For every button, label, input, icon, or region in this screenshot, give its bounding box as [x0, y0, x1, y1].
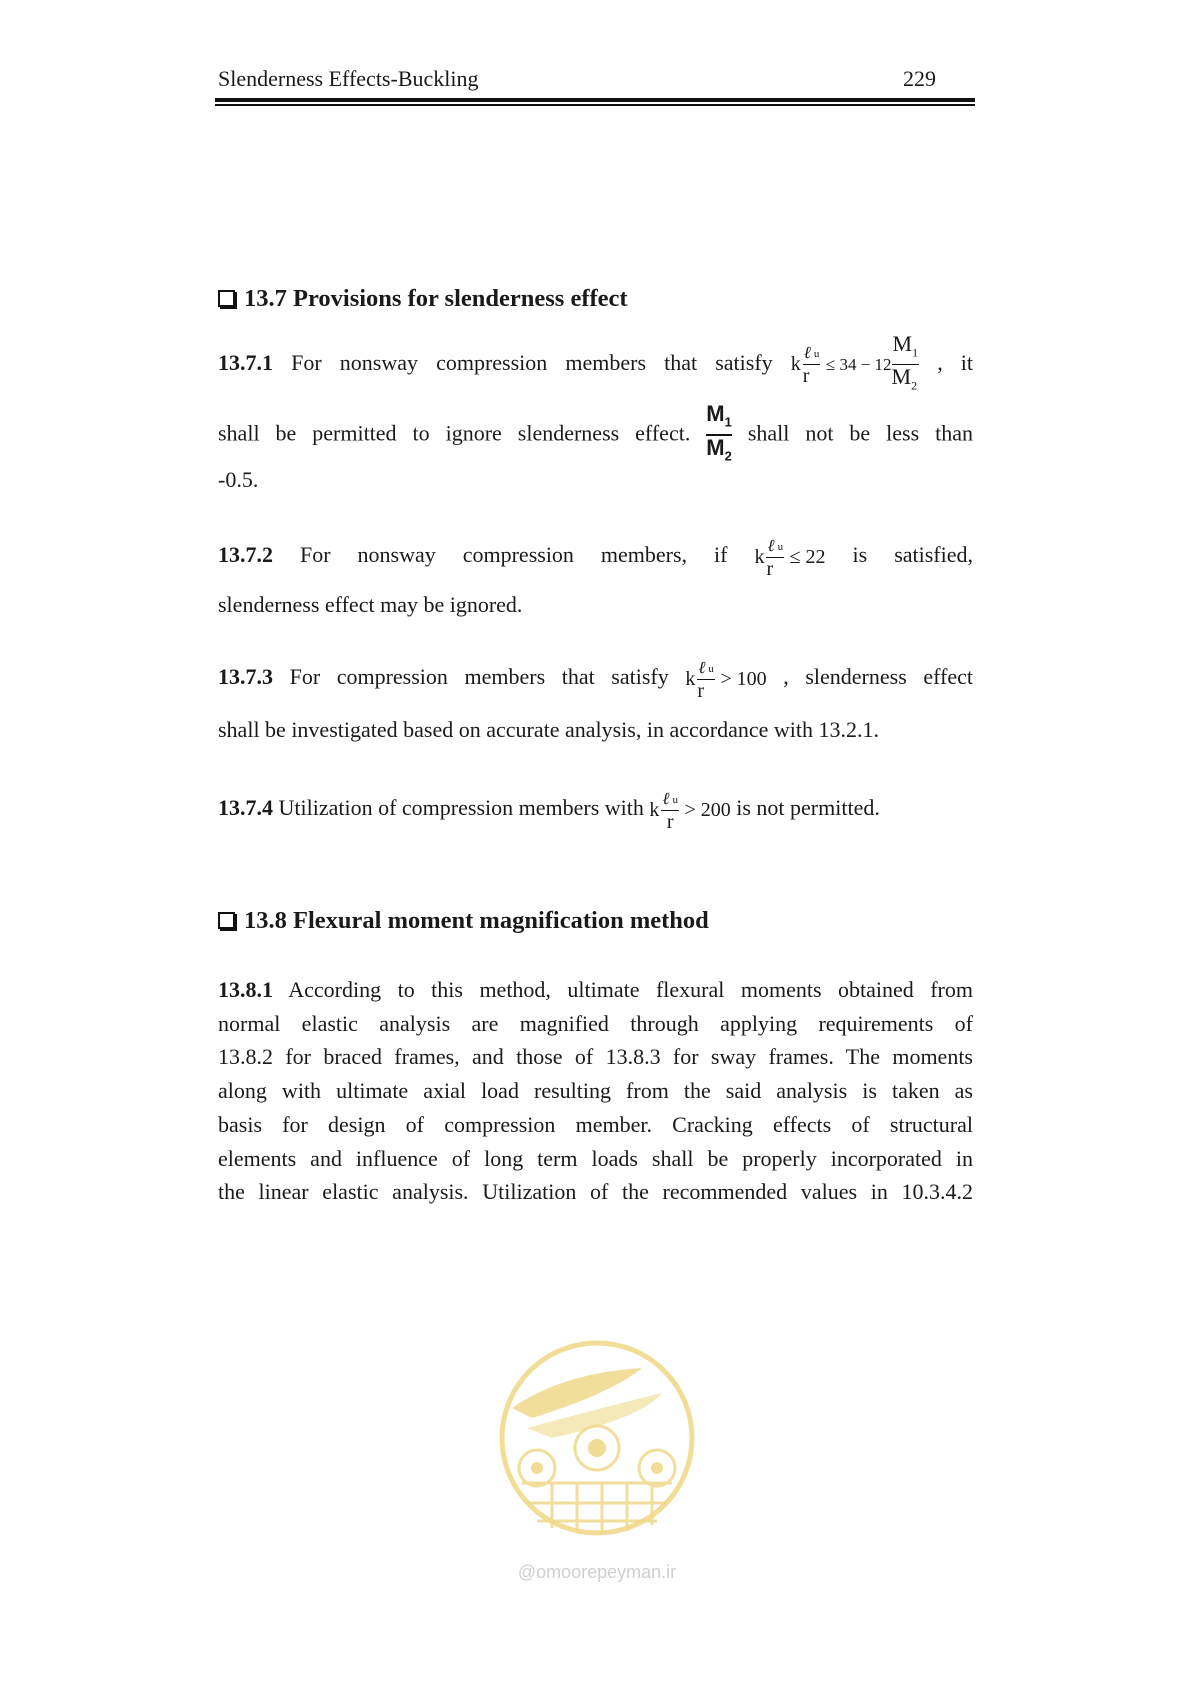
paragraph-line: normal elastic analysis are magnified through applying requirements of	[218, 1010, 973, 1036]
paragraph-line: elements and influence of long term loads shall be properly incorporated in	[218, 1145, 973, 1171]
checkbox-bullet-icon	[218, 290, 235, 307]
paragraph-13-7-1-line3: -0.5.	[218, 467, 259, 492]
paragraph-line: along with ultimate axial load resulting from the said analysis is taken as	[218, 1078, 973, 1104]
clause-number: 13.7.3	[218, 664, 273, 689]
paragraph-line: the linear elastic analysis. Utilization of the recommended values in 10.3.4.2	[218, 1179, 973, 1205]
inline-equation: k $\frac{\text{ℓ u}}{r}$ > 200	[649, 789, 731, 834]
inline-equation: k $\frac{\text{ℓ u}}{r}$ > 100	[685, 658, 767, 703]
paragraph-line: basis for design of compression member. Cracking effects of structural	[218, 1111, 973, 1137]
paragraph-13-7-3-line1: 13.7.3 For compression members that satisfy k $\frac{\text{ℓ u}}{r}$ > 100 , slenderness effect	[218, 652, 973, 704]
checkbox-bullet-icon	[218, 912, 235, 929]
watermark-url: @omoorepeyman.ir	[517, 1562, 677, 1582]
paragraph-13-7-2-line1: 13.7.2 For nonsway compression members, if k $\frac{\text{ℓ u}}{r}$ ≤ 22 is satisfied,	[218, 530, 973, 582]
clause-number: 13.7.1	[218, 349, 273, 375]
clause-number: 13.7.2	[218, 542, 273, 567]
section-heading-13-7: 13.7 Provisions for slenderness effect	[218, 285, 628, 313]
paragraph-13-7-4-line1: 13.7.4 Utilization of compression members with k $\frac{\text{ℓ u}}{r}$ > 200 is not permitted.	[218, 783, 973, 835]
paragraph-13-7-1-line2: shall be permitted to ignore slenderness effect. $\frac{M_1}{M_2}$ shall not be less than	[218, 402, 973, 469]
watermark-logo	[492, 1333, 702, 1603]
clause-number: 13.7.4	[218, 795, 273, 820]
paragraph-13-8-1	[218, 973, 973, 1209]
inline-equation: k $\frac{\text{ℓ u}}{r}$ ≤ 34 − 12 $\frac{M_1}{M_2}$	[790, 331, 919, 393]
page-number: 229	[903, 66, 936, 91]
section-heading-13-8: 13.8 Flexural moment magnification method	[218, 907, 709, 935]
clause-number: 13.8.1	[218, 977, 273, 1002]
header-rule-thick	[215, 98, 975, 102]
paragraph-13-7-2-line2: slenderness effect may be ignored.	[218, 592, 523, 617]
paragraph-line: 13.8.2 for braced frames, and those of 13.8.3 for sway frames. The moments	[218, 1044, 973, 1070]
paragraph-13-7-1-line1: 13.7.1 For nonsway compression members that satisfy k $\frac{\text{ℓ u}}{r}$ ≤ 34 − 12 $\frac{M_1}{M_2}$ , it	[218, 332, 973, 398]
header-rule-thin	[215, 104, 975, 106]
moment-ratio-fraction: $\frac{M_1}{M_2}$	[706, 401, 732, 464]
paragraph-13-7-3-line2: shall be investigated based on accurate analysis, in accordance with 13.2.1.	[218, 717, 879, 742]
inline-equation: k $\frac{\text{ℓ u}}{r}$ ≤ 22	[754, 536, 826, 581]
paragraph-line: 13.8.1 According to this method, ultimate flexural moments obtained from	[218, 977, 973, 1002]
running-header-title: Slenderness Effects-Buckling	[218, 66, 479, 91]
